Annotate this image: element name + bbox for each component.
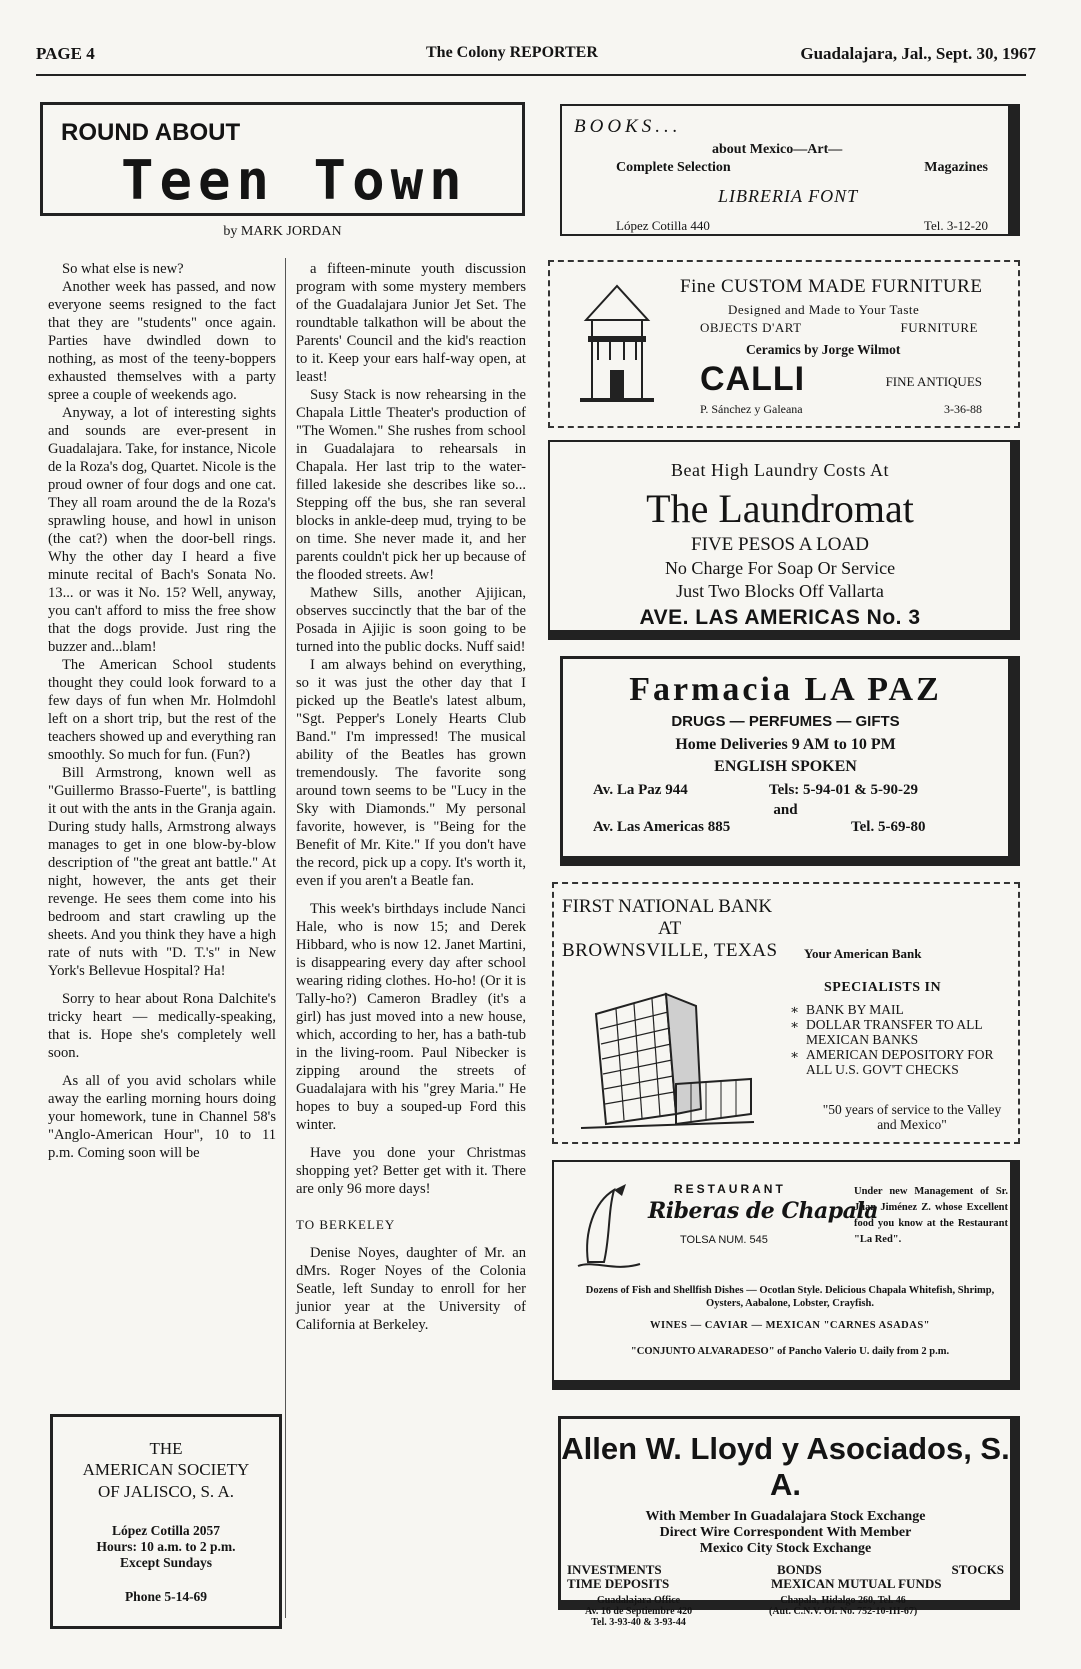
ad-line: WINES — CAVIAR — MEXICAN "CARNES ASADAS": [649, 1320, 930, 1331]
ad-line: about Mexico—Art—: [712, 142, 843, 157]
building-illustration: [578, 280, 656, 404]
ad-phone: Tel. 3-93-40 & 3-93-44: [591, 1617, 686, 1628]
list-item: ∗ DOLLAR TRANSFER TO ALL MEXICAN BANKS: [790, 1017, 1012, 1047]
ad-line: AT: [658, 918, 682, 939]
paragraph: Have you done your Christmas shopping yet? Better get with it. There are only 96 more days!: [296, 1145, 526, 1197]
ad-line: Beat High Laundry Costs At: [671, 460, 889, 480]
paragraph: Denise Noyes, daughter of Mr. an dMrs. Roger Noyes of the Colonia Seatle, left Sunday to enroll for her junior year at the University of California at Berkeley.: [296, 1245, 526, 1333]
ad-address: TOLSA NUM. 545: [680, 1234, 768, 1246]
ad-line: "CONJUNTO ALVARADESO" of Pancho Valerio U. daily from 2 p.m.: [630, 1346, 950, 1357]
paragraph: So what else is new?: [62, 261, 184, 277]
ad-phone: 3-36-88: [944, 402, 982, 416]
ad-tagline: Your American Bank: [804, 946, 922, 961]
farmacia-ad: [560, 656, 1020, 866]
ad-line: ENGLISH SPOKEN: [714, 758, 857, 775]
article-column-2: [296, 260, 526, 1334]
paragraph: Bill Armstrong, known well as "Guillermo Brasso-Fuerte", is battling it out with the ants in the Granja again. During study halls, Armstrong always manages to get in one blow-by-blow description of "the great ant battle." At night, however, the ants get their revenge. He sees them come into his bedroom and start crawling up the sheets. And you think they have a high rate of nuts with "D. T.'s" in New York's Bellevue Hospital? Ha!: [48, 765, 276, 979]
ad-line: Complete Selection: [616, 160, 731, 175]
ad-line: Magazines: [924, 160, 988, 175]
ad-phone: Tels: 5-94-01 & 5-90-29: [769, 782, 919, 798]
ad-note: Under new Management of Sr. Juan Jiménez Z. whose Excellent food you know at the Restaurant "La Red".: [854, 1186, 1008, 1245]
newspaper-name: The Colony REPORTER: [426, 44, 598, 61]
laundromat-ad: [548, 440, 1020, 640]
ad-address: López Cotilla 440: [616, 218, 710, 233]
dateline: Guadalajara, Jal., Sept. 30, 1967: [800, 44, 1036, 63]
ad-line: BROWNSVILLE, TEXAS: [562, 940, 778, 961]
store-name: The Laundromat: [646, 486, 914, 531]
books-ad: [560, 104, 1020, 236]
ad-address: Chapala, Hidalgo 260, Tel. 46: [780, 1595, 906, 1606]
paragraph: This week's birthdays include Nanci Hale, who is now 15; and Derek Hibbard, who is now 12. Janet Martini, is disappearing every day after school wearing riding clothes. Ho-ho! (Or it is Tally-ho?) Cameron Bradley (it's a girl) has just moved into a new house, which, according to her, has a bath-tub in the living-room. Paul Nibecker is zipping around the streets of Guadalajara with his "grey Maria." He hopes to buy a souped-up Ford this winter.: [296, 901, 526, 1133]
paragraph: Susy Stack is now rehearsing in the Chapala Little Theater's production of "The Women." She rushes from school in Guadalajara to rehearsals in Chapala. Her last trip to the water-filled lakeside she describes like so... Stepping off the bus, she ran several blocks in ankle-deep mud, trying to be on time. She never made it, and her parents couldn't pick her up because of the flooded streets. Aw!: [296, 387, 526, 583]
ad-line: OF JALISCO, S. A.: [97, 1482, 235, 1501]
ad-line: Fine CUSTOM MADE FURNITURE: [680, 276, 983, 297]
ad-heading: SPECIALISTS IN: [824, 980, 942, 995]
store-name: Riberas de Chapala: [648, 1198, 878, 1224]
masthead: [36, 44, 1036, 70]
calli-furniture-ad: [548, 260, 1020, 428]
column-title: Teen Town: [121, 149, 468, 212]
ad-phone: Tel. 5-69-80: [851, 819, 926, 835]
ad-line: TIME DEPOSITS: [567, 1576, 670, 1591]
paragraph: The American School students thought they could look forward to a few days of fun when Mr. Holmdohl left on a short trip, but the rest of the teachers showed up and everything ran smoothly. So much for fun. (Fun?): [48, 657, 276, 763]
ad-line: (Aut. C.N.V. Of. No. 752-10-III-67): [769, 1606, 918, 1617]
ad-line: Mexico City Stock Exchange: [699, 1541, 872, 1556]
ad-line: DRUGS — PERFUMES — GIFTS: [671, 713, 900, 730]
ad-line: With Member In Guadalajara Stock Exchange: [645, 1509, 926, 1524]
ad-line: FIRST NATIONAL BANK: [562, 896, 773, 917]
ad-address: AVE. LAS AMERICAS No. 3: [639, 606, 921, 629]
ad-line: No Charge For Soap Or Service: [664, 558, 896, 578]
american-society-ad: [50, 1414, 282, 1629]
paragraph: I am always behind on everything, so it was just the other day that I picked up the Beatle's latest album, "Sgt. Pepper's Lonely Hearts Club Band." I'm impressed! The musical ability of the Beatles has grown tremendously. The favorite song around town seems to be "Lucy in the Sky with Diamonds." My personal favorite, however, is "Being for the Benefit of Mr. Kite." If you don't have the record, pick up a copy. It's worth it, even if you aren't a Beatle fan.: [296, 657, 526, 889]
paragraph: Anyway, a lot of interesting sights and sounds are ever-present in Guadalajara. Take, for instance, Nicole de la Roza's dog, Quartet. Nicole is the proud owner of four dogs and one cat. They all roam around the de la Roza's sprawling house, and howl in unison (the cat?) when the door-bell rings. Why the other day I heard a five minute recital of Bach's Sonata No. 13... or was it No. 15? Well, anyway, you can't afford to miss the free show that the dogs provide. Just ring the buzzer and...blam!: [48, 405, 276, 655]
byline: by MARK JORDAN: [223, 224, 342, 239]
page-number: PAGE 4: [36, 44, 95, 63]
column-divider: [285, 258, 286, 1618]
ad-line: FINE ANTIQUES: [885, 374, 982, 389]
column-kicker: ROUND ABOUT: [61, 119, 241, 146]
paragraph: Sorry to hear about Rona Dalchite's tricky heart — medically-speaking, that is. Hope she's completely well soon.: [48, 991, 276, 1061]
ad-line: MEXICAN MUTUAL FUNDS: [771, 1576, 942, 1591]
ad-line: Ceramics by Jorge Wilmot: [746, 342, 901, 357]
ad-address: P. Sánchez y Galeana: [700, 402, 803, 416]
ad-address: Av. Las Americas 885: [593, 819, 731, 835]
ad-hours-except: Except Sundays: [120, 1555, 212, 1570]
bank-building-illustration: [576, 984, 756, 1134]
ad-hours: Hours: 10 a.m. to 2 p.m.: [96, 1539, 236, 1554]
ad-address: Av. 16 de Septiembre 420: [585, 1606, 693, 1617]
ad-address: Av. La Paz 944: [593, 782, 688, 798]
ad-address: López Cotilla 2057: [112, 1523, 220, 1538]
ad-line: Just Two Blocks Off Vallarta: [676, 581, 884, 601]
article-column-1: [48, 260, 276, 1162]
ad-line: INVESTMENTS: [567, 1562, 662, 1577]
ad-line: FIVE PESOS A LOAD: [691, 534, 869, 555]
paragraph: Mathew Sills, another Ajijican, observes succinctly that the bar of the Posada in Ajijic is soon going to be turned into the public docks. Nuff said!: [296, 585, 526, 655]
office-block: [585, 1595, 692, 1628]
ad-line: Dozens of Fish and Shellfish Dishes — Ocotlan Style. Delicious Chapala Whitefish, Shrimp, Oysters, Aabalone, Lobster, Crayfish.: [585, 1285, 995, 1309]
lloyd-brokerage-ad: [558, 1416, 1020, 1628]
ad-line: Designed and Made to Your Taste: [728, 302, 920, 317]
store-name: LIBRERIA FONT: [718, 186, 859, 206]
masthead-rule: [36, 74, 1026, 76]
paragraph: Another week has passed, and now everyone seems resigned to the fact that they are "students" once again. Parties have dwindled down to nothing, as most of the teeny-boppers exhausted themselves with a party spree a couple of weekends ago.: [48, 279, 276, 403]
paragraph: As all of you avid scholars while away the earling morning hours doing your homework, tune in Channel 58's "Anglo-American Hour", 10 to 11 p.m. Coming soon will be: [48, 1073, 276, 1161]
store-name: Allen W. Lloyd y Asociados, S. A.: [561, 1431, 1010, 1502]
ad-line: BONDS: [777, 1562, 822, 1577]
ad-line: AMERICAN SOCIETY: [82, 1460, 250, 1479]
ad-phone: Tel. 3-12-20: [923, 218, 988, 233]
ad-line: Home Deliveries 9 AM to 10 PM: [675, 736, 896, 753]
ad-heading: BOOKS...: [574, 116, 682, 137]
ad-line: Guadalajara Office: [597, 1595, 681, 1606]
bank-ad: [552, 882, 1020, 1144]
subhead: TO BERKELEY: [296, 1217, 396, 1232]
store-name: CALLI: [700, 360, 806, 398]
ad-line: FURNITURE: [900, 320, 978, 335]
ad-line: and: [773, 802, 798, 818]
fish-illustration: [574, 1182, 644, 1272]
chapala-block: [769, 1595, 917, 1617]
column-header-box: [40, 102, 525, 216]
services-list: [790, 1002, 1012, 1077]
list-item: ∗ BANK BY MAIL: [790, 1002, 1012, 1017]
ad-phone: Phone 5-14-69: [124, 1589, 208, 1604]
ad-line: OBJECTS D'ART: [700, 320, 802, 335]
ad-quote: "50 years of service to the Valley and Mexico": [822, 1102, 1002, 1132]
ad-line: STOCKS: [951, 1562, 1004, 1577]
list-item: ∗ AMERICAN DEPOSITORY FOR ALL U.S. GOV'T CHECKS: [790, 1047, 1012, 1077]
ad-line: Direct Wire Correspondent With Member: [659, 1525, 912, 1540]
ad-label: RESTAURANT: [674, 1182, 786, 1196]
paragraph: a fifteen-minute youth discussion program with some mystery members of the Guadalajara Junior Jet Set. The roundtable talkathon will be about the Parents' Council and the kid's reaction to it. Keep your ears half-way open, at least!: [296, 261, 526, 385]
store-name: Farmacia LA PAZ: [629, 671, 942, 708]
ad-line: THE: [149, 1439, 183, 1458]
restaurant-ad: [552, 1160, 1020, 1390]
